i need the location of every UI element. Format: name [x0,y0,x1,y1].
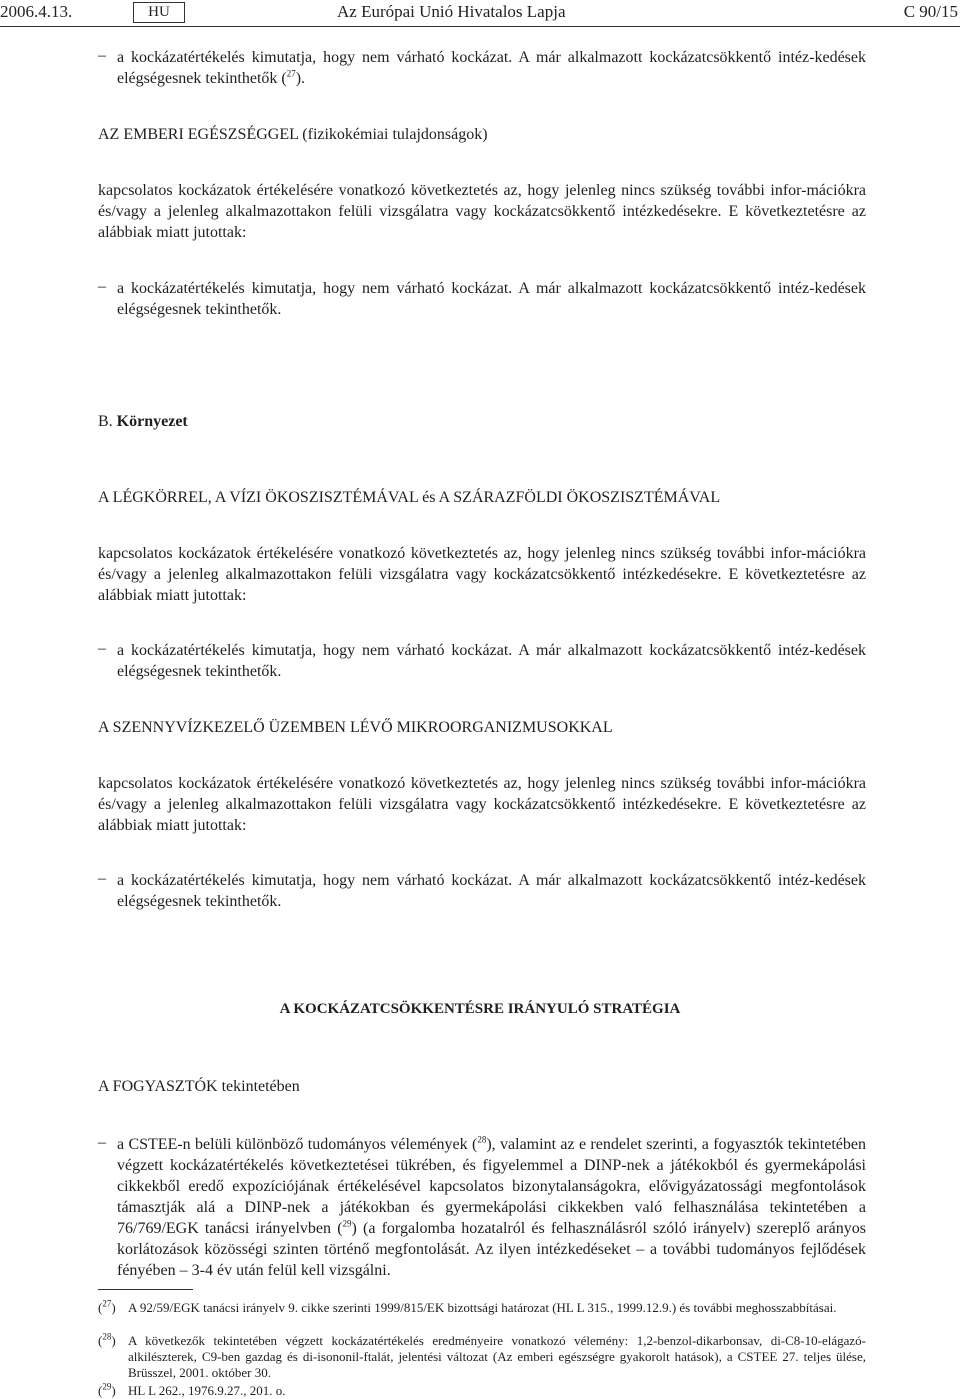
header-date: 2006.4.13. [0,2,73,21]
paragraph: kapcsolatos kockázatok értékelésére vonatkozó következtetés az, hogy jelenleg nincs szükség további infor-mációkra és/vagy a jelenleg alkalmazottakon felüli vizsgálatra vagy kockázatcsökkentő intézkedésekre. E következtetésre az alábbiak miatt jutottak: [98,775,866,834]
list-dash: – [98,47,106,64]
list-dash: – [98,640,106,657]
list-item: a CSTEE-n belüli különböző tudományos vélemények ($^{28}$), valamint az e rendelet szerinti, a fogyasztók tekintetében végzett kockázatértékelés következtetései tükrében, és figyelemmel a DINP-nek a játékokból és gyermekápolási cikkekből eredő expozíciójának értékelésével kapcsolatos bizonytalanságokra, elővigyázatossági megfontolások támasztják alá a DINP-nek a játékokban és gyermekápolási cikkekben való felhasználása tekintetében a 76/769/EGK tanácsi irányelvben ($^{29}$) (a forgalomba hozatalról és felhasználásról szóló irányelv) szereplő arányos korlátozások közösségi szinten történő megfontolását. Az ilyen intézkedéseket – a további tudományos fejlődések fényében – 3-4 év után felül kell vizsgálni. [117,1134,867,1279]
language-badge: HU [133,2,185,23]
footnote-text: A 92/59/EGK tanácsi irányelv 9. cikke szerinti 1999/815/EK bizottsági határozat (HL L 315., 1999.12.9.) és további meghosszabbításai. [128,1300,837,1315]
footnote-text: A következők tekintetében végzett kockázatértékelés eredményeire vonatkozó vélemény: 1,2-benzol-dikarbonsav, di-C8-10-elágazó-alkilészterek, C9-ben gazdag és di-isononil-ftalát, jelentési változat (Az emberi egészségre gyakorolt hatások), a CSTEE 27. teljes ülése, Brüsszel, 2001. október 30. [128,1333,866,1380]
footnote-number: ($^{28}$) [98,1331,116,1348]
footnote-number: ($^{27}$) [98,1298,116,1315]
header-rule [0,26,960,27]
footnote-ref[interactable]: 27 [286,68,296,79]
footnote-ref[interactable]: 28 [477,1134,487,1145]
list-dash: – [98,1134,106,1151]
strategy-title: A KOCKÁZATCSÖKKENTÉSRE IRÁNYULÓ STRATÉGIA [279,1001,681,1017]
page-number: C 90/15 [903,2,958,21]
section-b-title: B. Környezet [98,413,188,430]
footnote-number: ($^{29}$) [98,1381,116,1398]
paragraph: kapcsolatos kockázatok értékelésére vonatkozó következtetés az, hogy jelenleg nincs szükség további infor-mációkra és/vagy a jelenleg alkalmazottakon felüli vizsgálatra vagy kockázatcsökkentő intézkedésekre. E következtetésre az alábbiak miatt jutottak: [98,182,866,241]
section-heading: A FOGYASZTÓK tekintetében [98,1078,300,1095]
journal-title: Az Európai Unió Hivatalos Lapja [337,2,566,21]
footnote-text: HL L 262., 1976.9.27., 201. o. [128,1383,286,1398]
list-item: a kockázatértékelés kimutatja, hogy nem várható kockázat. A már alkalmazott kockázatcsökkentő intéz-kedések elégségesnek tekinthetők. [117,872,866,910]
section-heading: AZ EMBERI EGÉSZSÉGGEL (fizikokémiai tulajdonságok) [98,126,488,143]
footnote-ref[interactable]: 29 [342,1218,352,1229]
footnote-rule [98,1289,193,1290]
list-dash: – [98,278,106,295]
list-dash: – [98,870,106,887]
list-item: a kockázatértékelés kimutatja, hogy nem várható kockázat. A már alkalmazott kockázatcsökkentő intéz-kedések elégségesnek tekinthetők ($^{27}$). [117,49,866,87]
list-item: a kockázatértékelés kimutatja, hogy nem várható kockázat. A már alkalmazott kockázatcsökkentő intéz-kedések elégségesnek tekinthetők. [117,280,866,318]
paragraph: kapcsolatos kockázatok értékelésére vonatkozó következtetés az, hogy jelenleg nincs szükség további infor-mációkra és/vagy a jelenleg alkalmazottakon felüli vizsgálatra vagy kockázatcsökkentő intézkedésekre. E következtetésre az alábbiak miatt jutottak: [98,545,866,604]
section-heading: A LÉGKÖRREL, A VÍZI ÖKOSZISZTÉMÁVAL és A SZÁRAZFÖLDI ÖKOSZISZTÉMÁVAL [98,489,721,506]
section-heading: A SZENNYVÍZKEZELŐ ÜZEMBEN LÉVŐ MIKROORGANIZMUSOKKAL [98,719,613,736]
list-item: a kockázatértékelés kimutatja, hogy nem várható kockázat. A már alkalmazott kockázatcsökkentő intéz-kedések elégségesnek tekinthetők. [117,642,866,680]
